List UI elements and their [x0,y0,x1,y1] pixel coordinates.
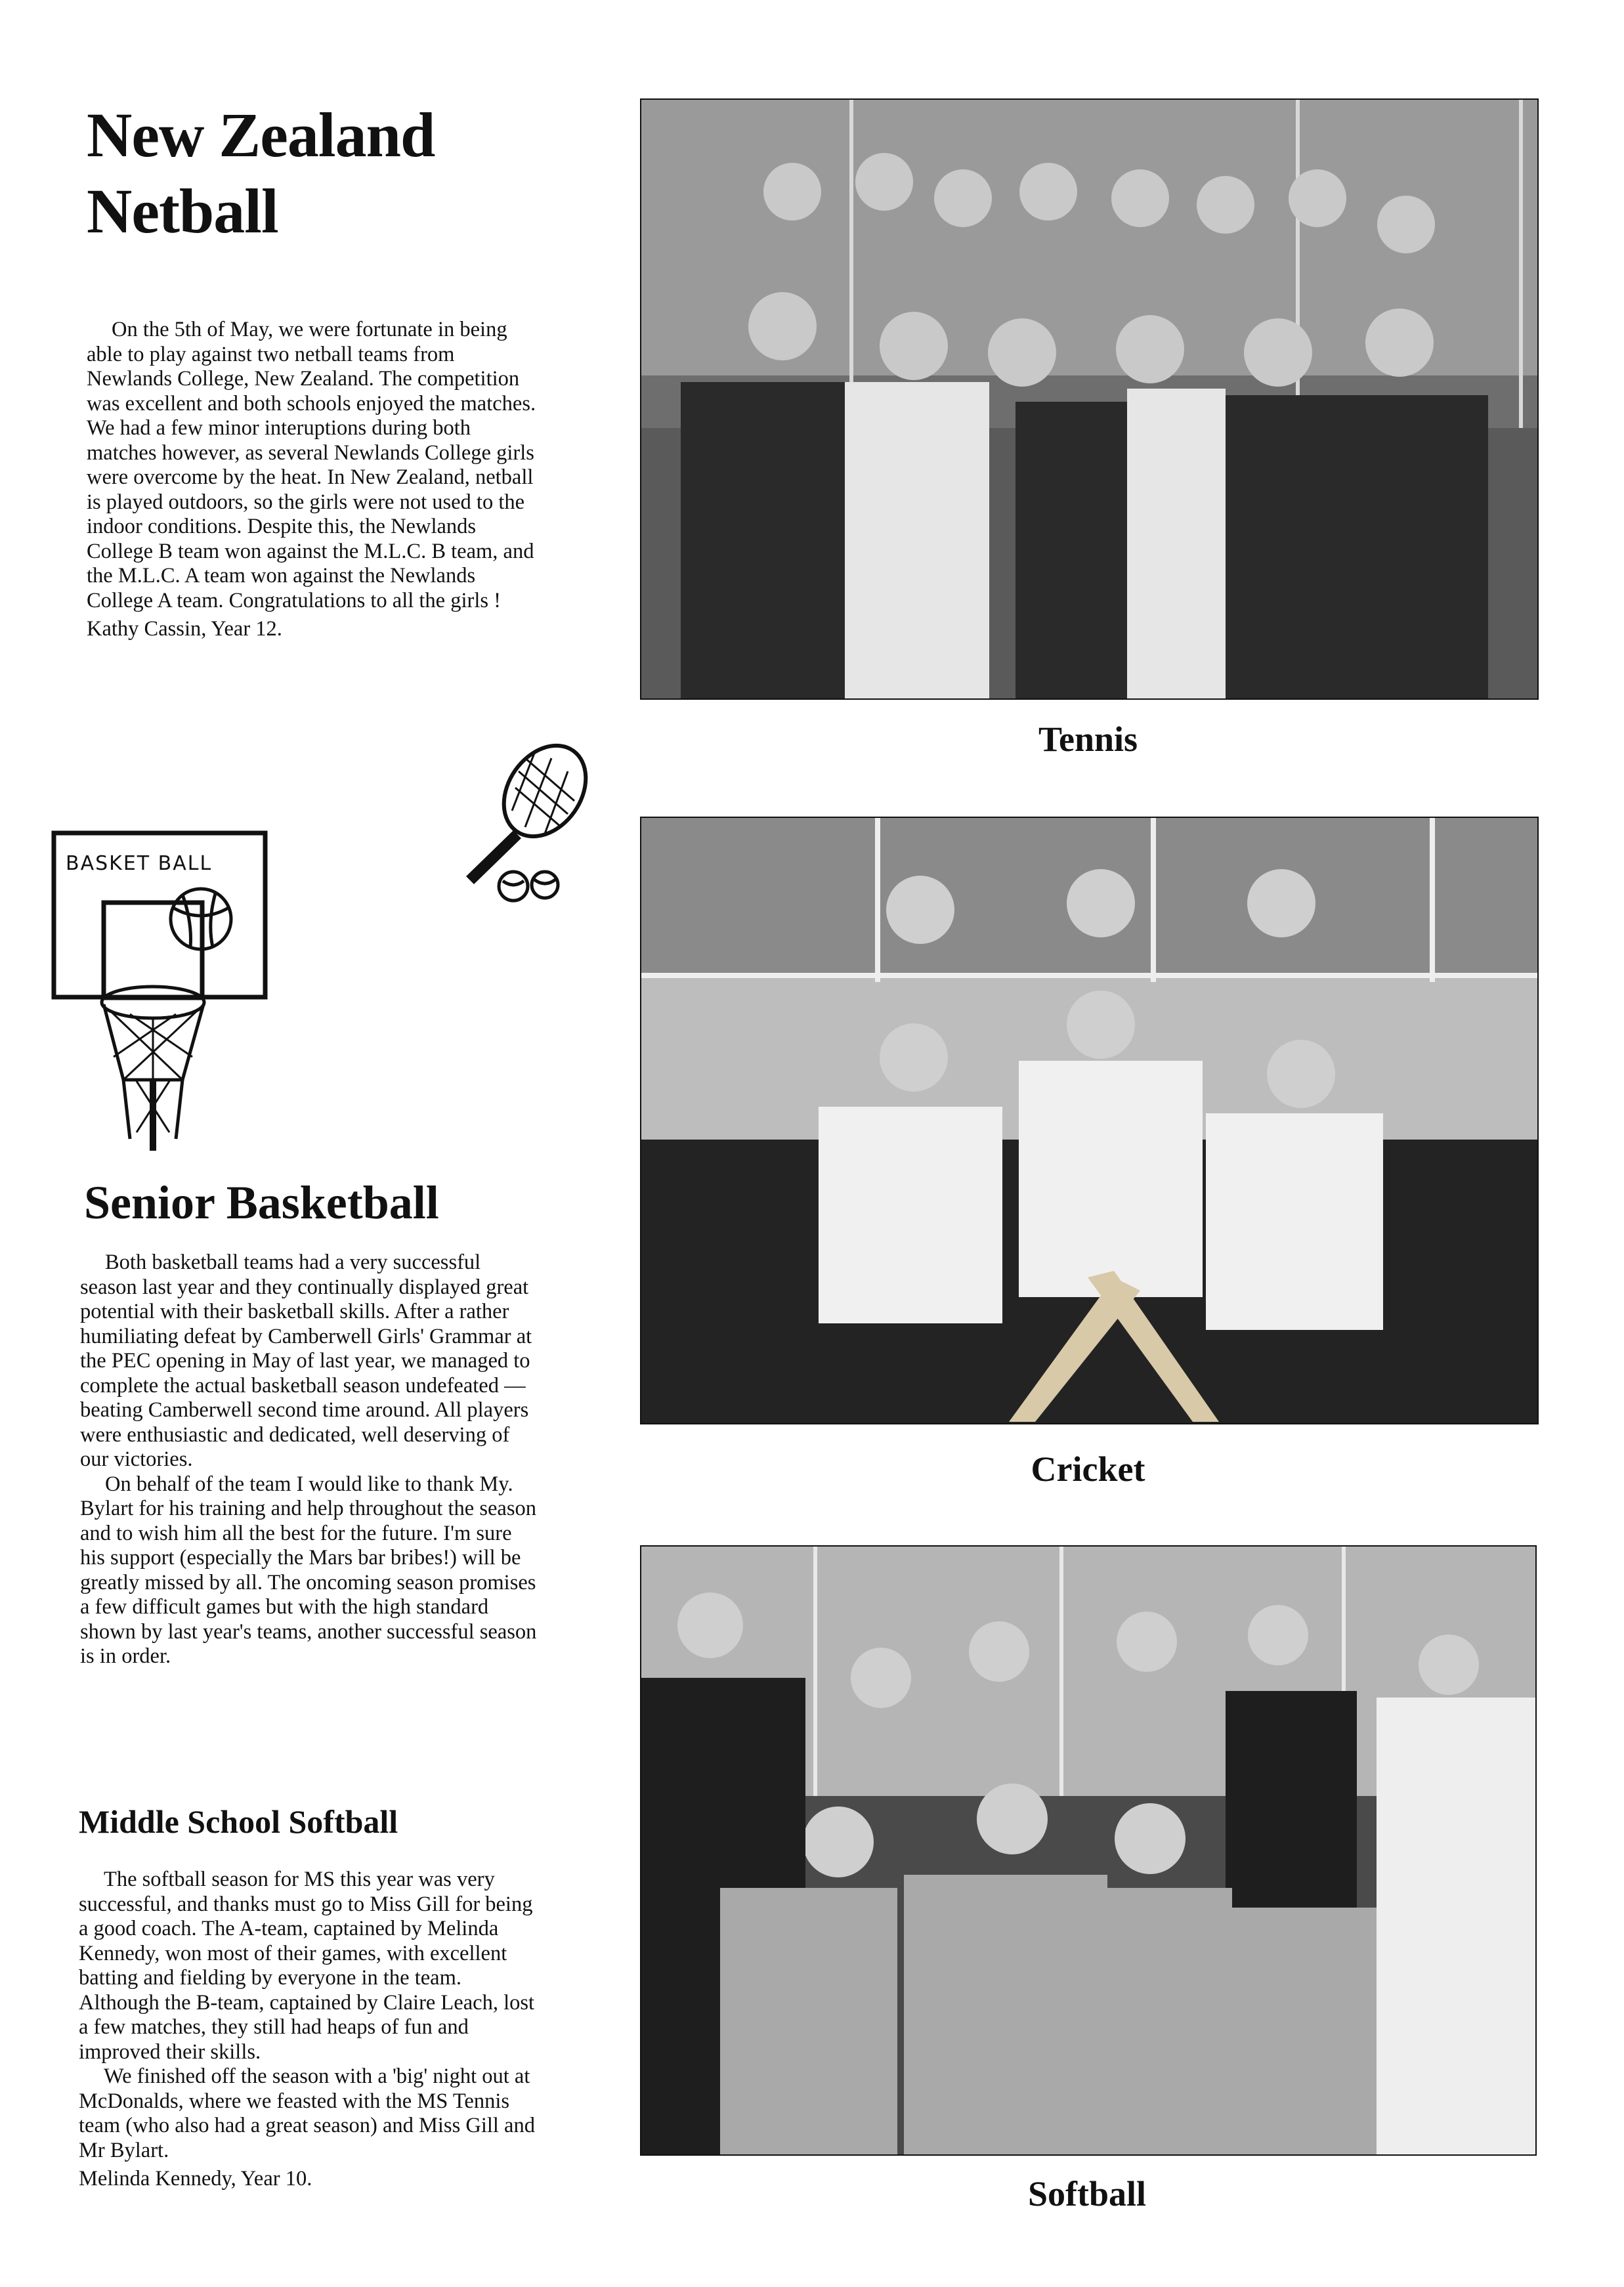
softball-paragraph-2: We finished off the season with a 'big' night out at McDonalds, where we feasted with the MS Tennis team (who also had a great season) and Miss Gill and Mr Bylart. [79,2064,535,2162]
basketball-title: Senior Basketball [84,1176,439,1229]
softball-article [79,1868,538,2192]
basketball-article [80,1250,540,1669]
softball-team-photo [640,1545,1537,2156]
basketball-paragraph-1: Both basketball teams had a very successful season last year and they continually displayed great potential with their basketball skills. After a rather humiliating defeat by Camberwell Girls' Grammar at the PEC opening in May of last year, we managed to complete the actual basketball season undefeated — beating Camberwell second time around. All players were enthusiastic and dedicated, well deserving of our victories. [80,1250,532,1471]
cricket-caption: Cricket [1031,1449,1145,1489]
softball-caption: Softball [1027,2174,1147,2213]
tennis-balls-icon [494,865,566,905]
softball-signature: Melinda Kennedy, Year 10. [79,2167,312,2191]
basketball-sketch-label: BASKET BALL [66,852,213,875]
tennis-caption: Tennis [1038,719,1138,759]
basketball-paragraph-2: On behalf of the team I would like to thank My. Bylart for his training and help throughout the season and to wish him all the best for the future. I'm sure his support (especially the Mars bar bribes!) will be greatly missed by all. The oncoming season promises a few difficult games but with the high standard shown by last year's teams, another successful season is in order. [80,1472,537,1668]
netball-title-line1: New Zealand [87,100,435,170]
netball-paragraph: On the 5th of May, we were fortunate in being able to play against two netball teams from Newlands College, New Zealand. The competition was excellent and both schools enjoyed the matches. We had a few minor interuptions during both matches however, as several Newlands College girls were overcome by the heat. In New Zealand, netball is played outdoors, so the girls were not used to the indoor conditions. Despite this, the Newlands College B team won against the M.L.C. B team, and the M.L.C. A team won against the Newlands College A team. Congratulations to all the girls ! [87,318,536,612]
netball-title-line2: Netball [87,176,278,246]
cricket-team-photo [640,817,1539,1424]
netball-signature: Kathy Cassin, Year 12. [87,617,282,641]
softball-title: Middle School Softball [79,1803,398,1840]
softball-paragraph-1: The softball season for MS this year was very successful, and thanks must go to Miss Gill for being a good coach. The A-team, captained by Melinda Kennedy, won most of their games, with excellent batting and fielding by everyone in the team. Although the B-team, captained by Claire Leach, lost a few matches, they still had heaps of fun and improved their skills. [79,1868,535,2064]
tennis-team-photo [640,98,1539,700]
basketball-hoop-icon [51,830,268,1155]
netball-article [87,318,543,642]
